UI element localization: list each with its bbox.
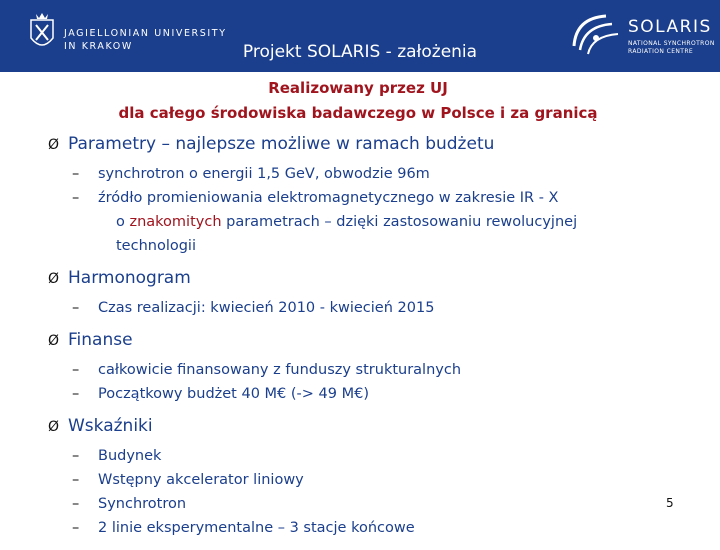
sub-item-text: Początkowy budżet 40 M€ (-> 49 M€) — [98, 386, 369, 402]
arrow-bullet-icon: Ø — [48, 271, 60, 287]
sub-list-harmonogram — [72, 296, 668, 320]
sub-item-text: synchrotron o energii 1,5 GeV, obwodzie 96m — [98, 166, 430, 182]
arrow-bullet-icon: Ø — [48, 419, 60, 435]
bullet-title: Finanse — [68, 330, 133, 350]
dash-marker: – — [72, 386, 80, 402]
arrow-bullet-icon: Ø — [48, 333, 60, 349]
slide-subtitle — [50, 76, 666, 126]
dash-marker: – — [72, 300, 80, 316]
sub-item — [72, 444, 668, 468]
sub-item-continuation — [72, 234, 668, 258]
university-city: IN KRAKOW — [64, 41, 133, 52]
bullet-title: Parametry – najlepsze możliwe w ramach budżetu — [68, 134, 495, 154]
solaris-swirl-icon — [566, 8, 624, 66]
sub-list-finanse — [72, 358, 668, 406]
continuation-post: parametrach – dzięki zastosowaniu rewolucyjnej — [221, 214, 578, 230]
dash-marker: – — [72, 496, 80, 512]
sub-list-parametry — [72, 162, 668, 258]
sub-item-text: Wstępny akcelerator liniowy — [98, 472, 304, 488]
sub-item-text: Budynek — [98, 448, 162, 464]
bullet-list — [48, 134, 668, 550]
sub-item — [72, 296, 668, 320]
bullet-finanse — [48, 330, 668, 350]
bullet-title: Wskaźniki — [68, 416, 153, 436]
dash-marker: – — [72, 166, 80, 182]
sub-item — [72, 162, 668, 186]
sub-item — [72, 492, 668, 516]
sub-item — [72, 516, 668, 540]
sub-item-text — [116, 210, 668, 234]
solaris-logo-text: SOLARIS — [628, 17, 712, 37]
bullet-wskazniki — [48, 416, 668, 436]
page-number: 5 — [666, 496, 674, 510]
continuation-pre: o — [116, 214, 130, 230]
sub-item-continuation — [72, 210, 668, 234]
dash-marker: – — [72, 472, 80, 488]
arrow-bullet-icon: Ø — [48, 137, 60, 153]
sub-item — [72, 382, 668, 406]
sub-item — [72, 186, 668, 210]
dash-marker: – — [72, 448, 80, 464]
bullet-title: Harmonogram — [68, 268, 191, 288]
sub-item — [72, 468, 668, 492]
bullet-harmonogram — [48, 268, 668, 288]
sub-item-text: technologii — [116, 238, 196, 254]
subtitle-line-1: Realizowany przez UJ — [268, 79, 448, 97]
sub-item-text: Czas realizacji: kwiecień 2010 - kwiecień 2015 — [98, 300, 435, 316]
sub-item — [72, 358, 668, 382]
slide-title: Projekt SOLARIS - założenia — [242, 42, 478, 62]
header-bar — [0, 0, 720, 72]
sub-item-text: źródło promieniowania elektromagnetycznego w zakresie IR - X — [98, 190, 559, 206]
dash-marker: – — [72, 520, 80, 536]
bullet-parametry — [48, 134, 668, 154]
sub-item-text: Synchrotron — [98, 496, 187, 512]
uj-crest-icon — [28, 10, 56, 56]
highlight-word: znakomitych — [129, 214, 222, 230]
subtitle-line-2: dla całego środowiska badawczego w Polsce i za granicą — [118, 104, 598, 122]
sub-item-text: 2 linie eksperymentalne – 3 stacje końcowe — [98, 520, 415, 536]
sub-item-text: całkowicie finansowany z funduszy strukturalnych — [98, 362, 462, 378]
sub-list-wskazniki — [72, 444, 668, 540]
university-line: JAGIELLONIAN UNIVERSITY — [64, 28, 227, 39]
dash-marker: – — [72, 362, 80, 378]
solaris-logo-subtitle: NATIONAL SYNCHROTRON RADIATION CENTRE — [628, 40, 715, 55]
dash-marker: – — [72, 190, 80, 206]
